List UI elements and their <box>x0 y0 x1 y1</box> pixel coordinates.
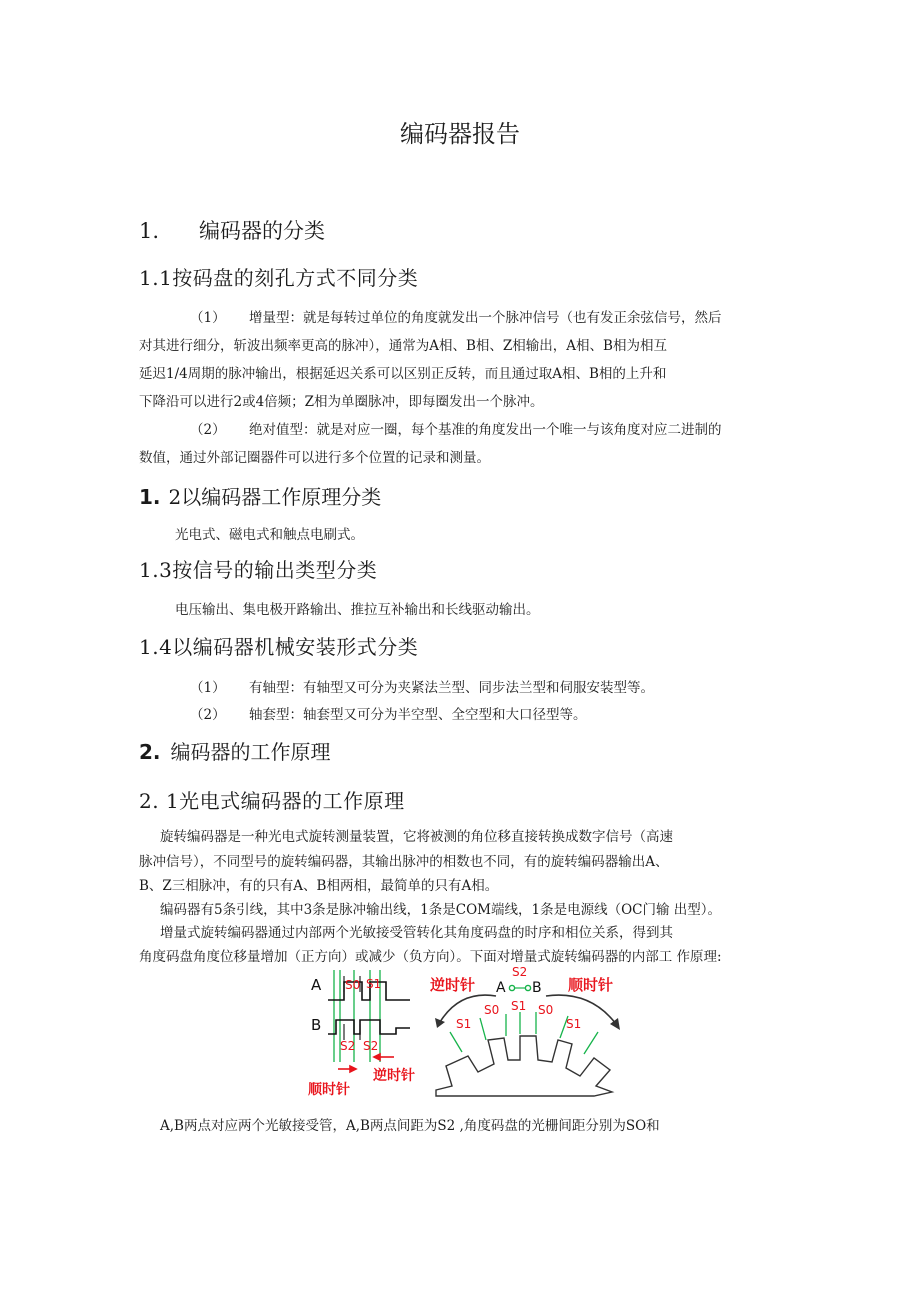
code-disk-diagram <box>430 965 620 1096</box>
section-2-title: 编码器的工作原理 <box>170 740 331 764</box>
label-s0-timing: S0 <box>345 978 361 992</box>
sensor-b <box>525 985 530 990</box>
label-s2-timing-2: S2 <box>363 1039 379 1053</box>
label-ccw-disk: 逆时针 <box>430 976 476 994</box>
label-s0-disk-left: S0 <box>484 1003 500 1017</box>
arrow-cw-timing <box>338 1066 356 1072</box>
timing-diagram <box>308 970 415 1098</box>
para-1-4b-mark: （2） <box>190 707 226 723</box>
section-2-number: 2. <box>139 740 161 764</box>
section-1-2-number: 1. <box>139 485 161 509</box>
para-1-1b-line2: 数值，通过外部记圈器件可以进行多个位置的记录和测量。 <box>139 450 490 466</box>
para-1-2: 光电式、磁电式和触点电刷式。 <box>175 527 364 543</box>
section-1-3-heading: 1.3按信号的输出类型分类 <box>139 558 378 582</box>
para-2-1c-line2: 角度码盘角度位移量增加（正方向）或减少（负方向）。下面对增量式旋转编码器的内部工 作原理: <box>139 949 722 965</box>
para-2-1b: 编码器有5条引线，其中3条是脉冲输出线，1条是COM端线，1条是电源线（OC门输 出型）。 <box>160 902 722 918</box>
section-1-number: 1. <box>139 219 160 243</box>
section-1-title: 编码器的分类 <box>199 219 326 243</box>
label-b-disk: B <box>532 980 542 996</box>
para-1-1a-line2: 对其进行细分，斩波出频率更高的脉冲），通常为A相、B相、Z相输出，A相、B相为相互 <box>139 338 667 354</box>
label-a-disk: A <box>496 980 506 996</box>
encoder-figure <box>300 962 640 1102</box>
label-s0-disk-right: S0 <box>538 1003 554 1017</box>
section-2-1-heading: 2. 1光电式编码器的工作原理 <box>139 789 405 813</box>
label-b: B <box>311 1016 322 1034</box>
para-last: A,B两点对应两个光敏接受管，A,B两点间距为S2 ,角度码盘的光栅间距分别为SO和 <box>160 1118 660 1134</box>
para-1-1a-line4: 下降沿可以进行2或4倍频；Z相为单圈脉冲，即每圈发出一个脉冲。 <box>139 394 544 410</box>
page-title: 编码器报告 <box>400 120 520 148</box>
para-1-1b-line1: 绝对值型：就是对应一圈，每个基准的角度发出一个唯一与该角度对应二进制的 <box>249 422 722 438</box>
label-s1-disk-mid: S1 <box>511 999 527 1013</box>
arrow-cw-disk-head <box>610 1018 620 1030</box>
label-s1-disk-left: S1 <box>456 1017 472 1031</box>
para-1-1a-line1: 增量型：就是每转过单位的角度就发出一个脉冲信号（也有发正余弦信号，然后 <box>249 310 722 326</box>
label-a: A <box>311 976 322 994</box>
para-1-4a-text: 有轴型：有轴型又可分为夹紧法兰型、同步法兰型和伺服安装型等。 <box>249 680 654 696</box>
section-1-2-heading <box>139 481 381 510</box>
section-1-1-heading: 1.1按码盘的刻孔方式不同分类 <box>139 266 419 290</box>
label-s1-timing: S1 <box>366 977 382 991</box>
label-s2-timing-1: S2 <box>340 1039 356 1053</box>
section-1-2-title: 2以编码器工作原理分类 <box>168 485 382 509</box>
para-1-1b-mark: （2） <box>190 422 226 438</box>
para-1-4b-text: 轴套型：轴套型又可分为半空型、全空型和大口径型等。 <box>249 707 587 723</box>
label-s1-disk-right: S1 <box>566 1017 582 1031</box>
para-1-3: 电压输出、集电极开路输出、推拉互补输出和长线驱动输出。 <box>175 602 540 618</box>
label-cw-disk: 顺时针 <box>568 976 614 994</box>
para-1-1a-mark: （1） <box>190 310 226 326</box>
section-2-heading <box>139 736 331 765</box>
code-disk <box>436 1036 612 1096</box>
para-1-1a-line3: 延迟1/4周期的脉冲输出，根据延迟关系可以区别正反转，而且通过取A相、B相的上升和 <box>139 366 667 382</box>
section-1-4-heading: 1.4以编码器机械安装形式分类 <box>139 635 419 659</box>
para-2-1a-line2: 脉冲信号），不同型号的旋转编码器，其输出脉冲的相数也不同，有的旋转编码器输出A、 <box>139 854 669 870</box>
para-2-1c-line1: 增量式旋转编码器通过内部两个光敏接受管转化其角度码盘的时序和相位关系，得到其 <box>160 925 673 941</box>
arrow-ccw-disk-head <box>435 1018 445 1028</box>
arrow-ccw-timing <box>374 1054 394 1060</box>
section-1-heading <box>139 215 325 245</box>
label-cw-timing: 顺时针 <box>308 1082 350 1098</box>
para-2-1a-line3: B、Z三相脉冲，有的只有A、B相两相，最简单的只有A相。 <box>139 878 499 894</box>
sensor-a <box>509 985 514 990</box>
label-ccw-timing: 逆时针 <box>373 1068 415 1084</box>
para-1-4a-mark: （1） <box>190 680 226 696</box>
label-s2-disk: S2 <box>512 965 528 979</box>
para-2-1a-line1: 旋转编码器是一种光电式旋转测量装置，它将被测的角位移直接转换成数字信号（高速 <box>160 829 673 845</box>
